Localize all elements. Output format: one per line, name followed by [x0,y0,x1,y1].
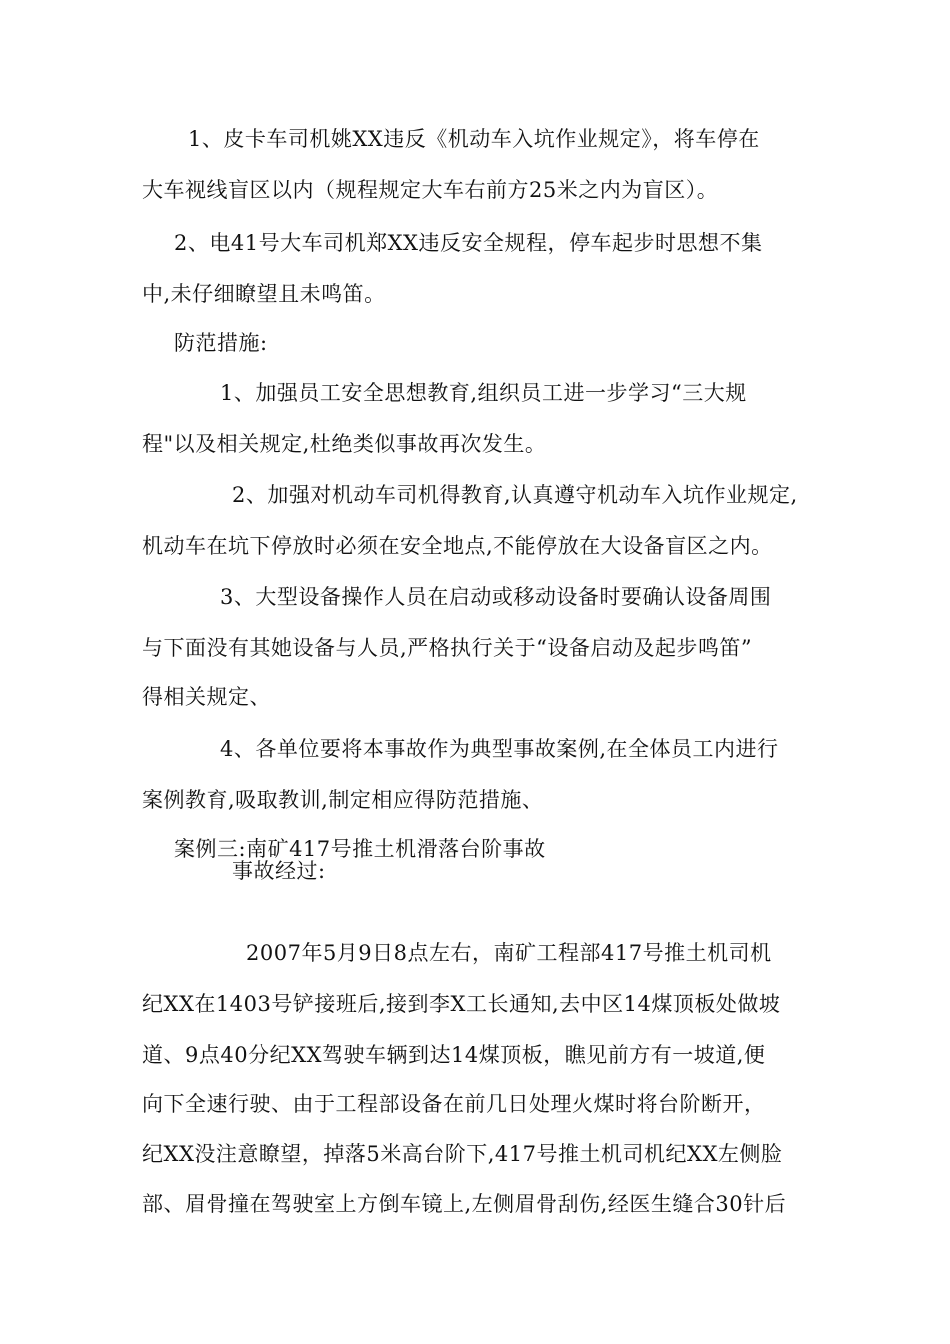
paragraph-line: 部、眉骨撞在驾驶室上方倒车镜上,左侧眉骨刮伤,经医生缝合30针后 [142,1192,787,1216]
paragraph-line: 4、各单位要将本事故作为典型事故案例,在全体员工内进行 [220,737,779,761]
case-title: 案例三:南矿417号推土机滑落台阶事故 [174,837,546,861]
paragraph-line: 1、加强员工安全思想教育,组织员工进一步学习“三大规 [220,381,747,405]
paragraph-line: 道、9点40分纪XX驾驶车辆到达14煤顶板，瞧见前方有一坡道,便 [142,1043,766,1067]
paragraph-line: 大车视线盲区以内（规程规定大车右前方25米之内为盲区）。 [142,178,719,202]
paragraph-line: 纪XX没注意瞭望，掉落5米高台阶下,417号推土机司机纪XX左侧脸 [142,1142,783,1166]
paragraph-line: 中,未仔细瞭望且未鸣笛。 [142,282,386,306]
paragraph-line: 机动车在坑下停放时必须在安全地点,不能停放在大设备盲区之内。 [142,534,773,558]
section-heading: 防范措施: [174,331,268,355]
paragraph-line: 案例教育,吸取教训,制定相应得防范措施、 [142,788,544,812]
paragraph-line: 2007年5月9日8点左右，南矿工程部417号推土机司机 [246,941,772,965]
paragraph-line: 2、加强对机动车司机得教育,认真遵守机动车入坑作业规定, [232,483,798,507]
paragraph-line: 2、电41号大车司机郑XX违反安全规程，停车起步时思想不集 [174,231,763,255]
paragraph-line: 程"以及相关规定,杜绝类似事故再次发生。 [142,432,547,456]
paragraph-line: 3、大型设备操作人员在启动或移动设备时要确认设备周围 [220,585,772,609]
paragraph-line: 与下面没有其她设备与人员,严格执行关于“设备启动及起步鸣笛” [142,636,753,660]
section-heading: 事故经过: [232,859,326,883]
paragraph-line: 得相关规定、 [142,685,271,709]
paragraph-line: 1、皮卡车司机姚XX违反《机动车入坑作业规定》，将车停在 [188,127,760,151]
paragraph-line: 向下全速行驶、由于工程部设备在前几日处理火煤时将台阶断开， [142,1092,766,1116]
paragraph-line: 纪XX在1403号铲接班后,接到李X工长通知,去中区14煤顶板处做坡 [142,992,781,1016]
